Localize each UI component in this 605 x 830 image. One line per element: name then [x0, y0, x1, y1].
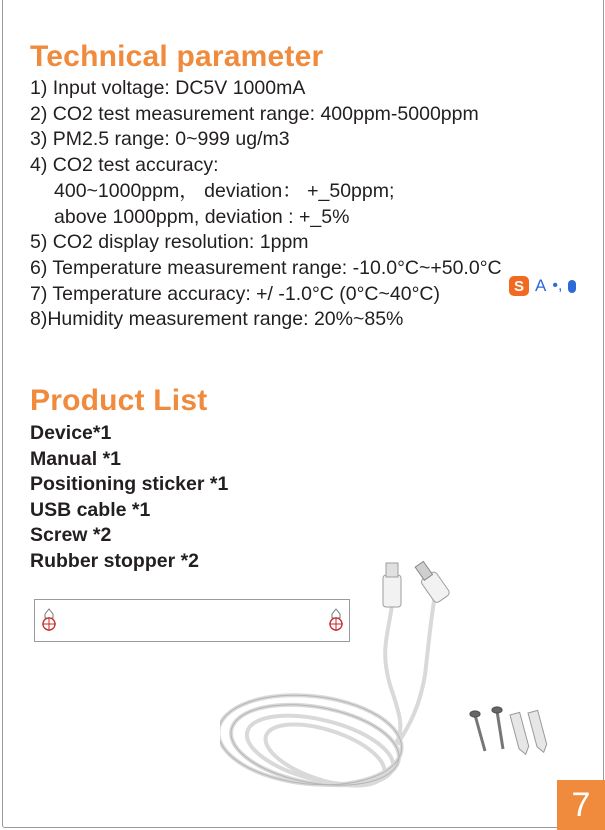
microphone-icon[interactable] — [568, 280, 576, 293]
product-item: Device*1 — [30, 422, 112, 444]
param-line: 5) CO2 display resolution: 1ppm — [30, 231, 309, 254]
product-list-title: Product List — [30, 384, 208, 417]
ime-toolbar[interactable] — [509, 274, 605, 298]
param-line: 3) PM2.5 range: 0~999 ug/m3 — [30, 128, 290, 151]
ime-punctuation-icon[interactable]: •, — [552, 277, 563, 294]
product-item: USB cable *1 — [30, 498, 151, 521]
product-item: Manual *1 — [30, 447, 122, 470]
param-line: 1) Input voltage: DC5V 1000mA — [30, 77, 306, 99]
mounting-hole-icon — [40, 608, 58, 634]
param-line-sub: above 1000ppm, deviation : +_5% — [54, 205, 350, 228]
technical-parameter-title: Technical parameter — [30, 40, 324, 73]
product-list — [30, 421, 228, 574]
page-number: 7 — [557, 780, 605, 830]
param-line: 6) Temperature measurement range: -10.0°C~+50.0°C — [30, 256, 502, 279]
product-item: Positioning sticker *1 — [30, 473, 229, 495]
param-line: 8)Humidity measurement range: 20%~85% — [30, 308, 404, 331]
technical-parameter-list — [30, 76, 502, 333]
usb-cable-image — [220, 555, 450, 805]
screws-and-stoppers-image — [465, 703, 555, 763]
product-item: Rubber stopper *2 — [30, 549, 200, 572]
ime-mode-label[interactable]: A — [535, 276, 547, 295]
param-line: 4) CO2 test accuracy: — [30, 154, 219, 177]
param-line-sub: 400~1000ppm， deviation： +_50ppm; — [54, 179, 395, 202]
param-line: 2) CO2 test measurement range: 400ppm-5000ppm — [30, 102, 479, 125]
product-item: Screw *2 — [30, 524, 112, 546]
sogou-logo-icon[interactable]: S — [509, 276, 529, 296]
param-line: 7) Temperature accuracy: +/ -1.0°C (0°C~40°C) — [30, 282, 440, 305]
